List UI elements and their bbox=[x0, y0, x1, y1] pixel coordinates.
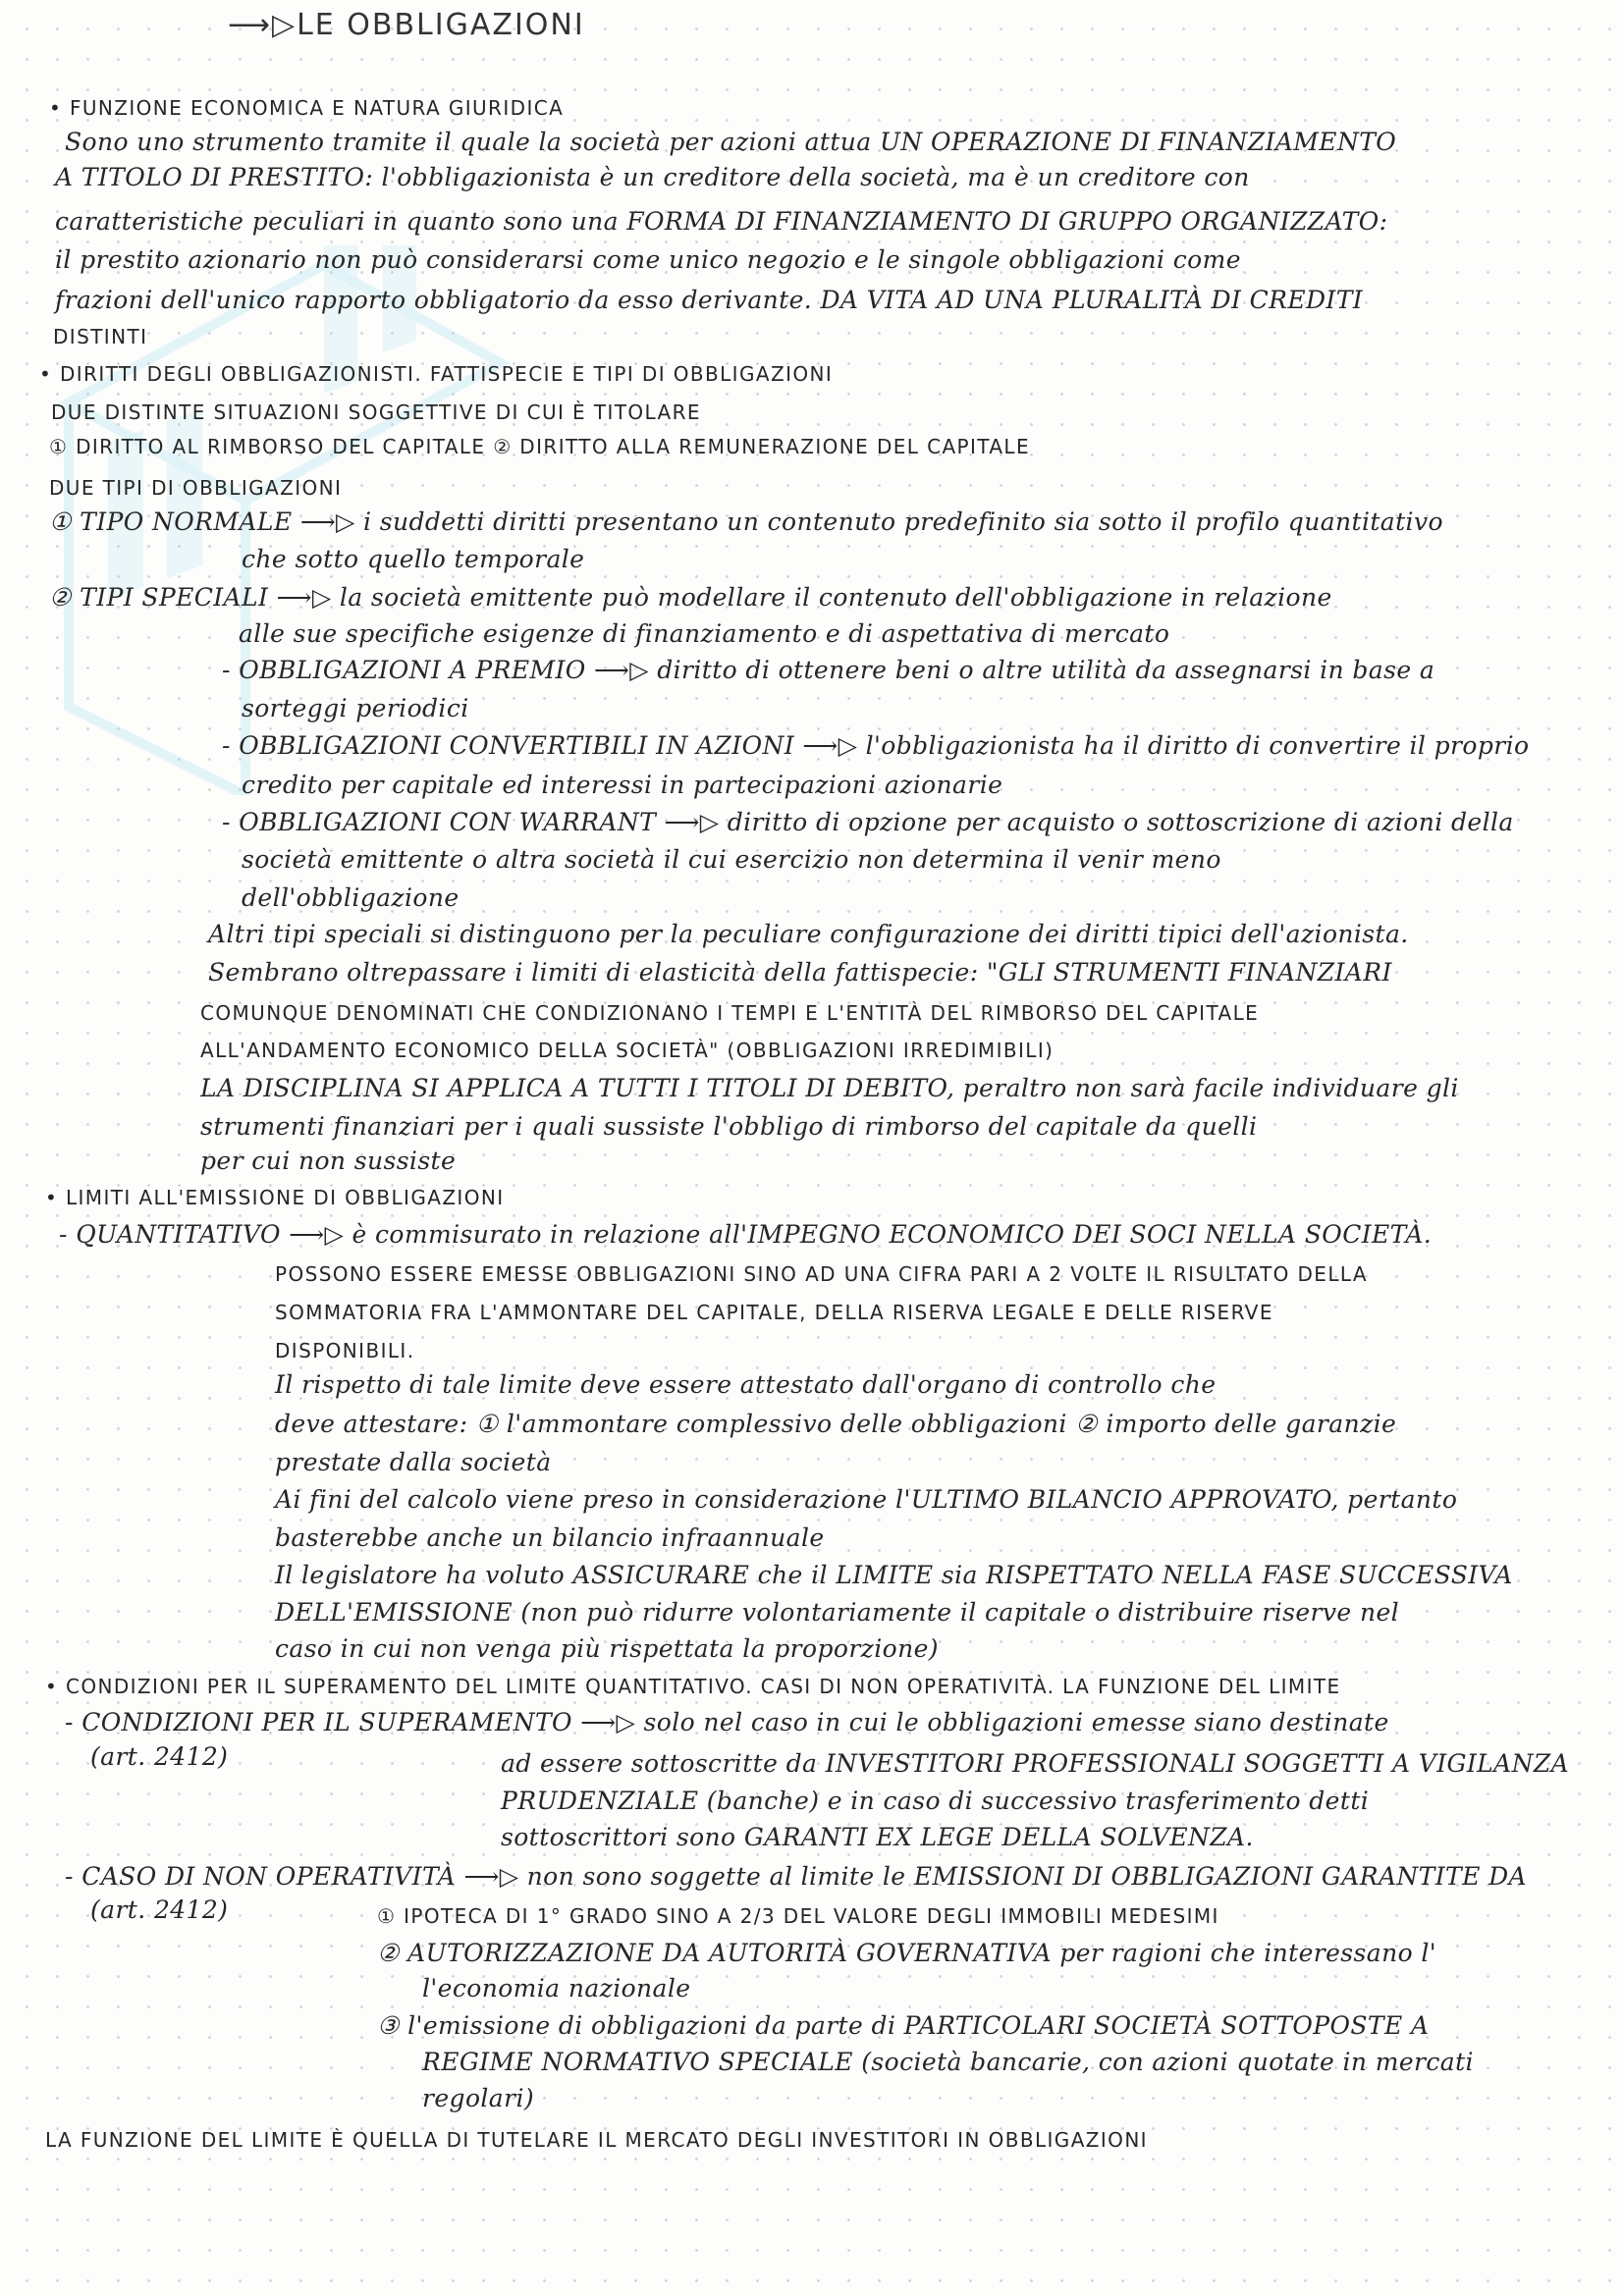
text-line: società emittente o altra società il cui esercizio non determina il venir meno bbox=[242, 845, 1221, 874]
text-line: prestate dalla società bbox=[275, 1448, 552, 1476]
text-line: - CONDIZIONI PER IL SUPERAMENTO ⟶▷ solo nel caso in cui le obbligazioni emesse siano destinate bbox=[65, 1708, 1389, 1736]
text-line: POSSONO ESSERE EMESSE OBBLIGAZIONI SINO AD UNA CIFRA PARI A 2 VOLTE IL RISULTATO DELLA bbox=[275, 1262, 1368, 1286]
text-line: DUE TIPI DI OBBLIGAZIONI bbox=[49, 476, 343, 500]
text-line: SOMMATORIA FRA L'AMMONTARE DEL CAPITALE, DELLA RISERVA LEGALE E DELLE RISERVE bbox=[275, 1301, 1273, 1324]
text-line: il prestito azionario non può considerarsi come unico negozio e le singole obbligazioni come bbox=[55, 245, 1241, 274]
text-line: Altri tipi speciali si distinguono per la peculiare configurazione dei diritti tipici dell'azionista. bbox=[208, 920, 1409, 948]
text-line: ① IPOTECA DI 1° GRADO SINO A 2/3 DEL VALORE DEGLI IMMOBILI MEDESIMI bbox=[377, 1904, 1219, 1928]
text-line: caratteristiche peculiari in quanto sono una FORMA DI FINANZIAMENTO DI GRUPPO ORGANIZZATO: bbox=[55, 207, 1388, 236]
text-line: Il rispetto di tale limite deve essere attestato dall'organo di controllo che bbox=[275, 1370, 1217, 1399]
text-line: COMUNQUE DENOMINATI CHE CONDIZIONANO I TEMPI E L'ENTITÀ DEL RIMBORSO DEL CAPITALE bbox=[200, 1001, 1260, 1025]
text-line: - OBBLIGAZIONI A PREMIO ⟶▷ diritto di ottenere beni o altre utilità da assegnarsi in base a bbox=[222, 656, 1435, 684]
text-line: regolari) bbox=[422, 2084, 535, 2112]
text-line: che sotto quello temporale bbox=[242, 545, 585, 573]
section-heading-limiti: • LIMITI ALL'EMISSIONE DI OBBLIGAZIONI bbox=[45, 1186, 505, 1209]
text-line: ② TIPI SPECIALI ⟶▷ la società emittente può modellare il contenuto dell'obbligazione in relazione bbox=[49, 583, 1332, 612]
text-line: - QUANTITATIVO ⟶▷ è commisurato in relazione all'IMPEGNO ECONOMICO DEI SOCI NELLA SOCIETÀ. bbox=[59, 1220, 1433, 1249]
section-heading-diritti: • DIRITTI DEGLI OBBLIGAZIONISTI. FATTISPECIE E TIPI DI OBBLIGAZIONI bbox=[39, 362, 834, 386]
text-line: sottoscrittori sono GARANTI EX LEGE DELLA SOLVENZA. bbox=[501, 1823, 1254, 1851]
section-heading-funzione: • FUNZIONE ECONOMICA E NATURA GIURIDICA bbox=[49, 96, 565, 120]
text-line: (art. 2412) bbox=[90, 1742, 229, 1771]
page-title: ⟶▷LE OBBLIGAZIONI bbox=[228, 8, 585, 42]
text-line: REGIME NORMATIVO SPECIALE (società bancarie, con azioni quotate in mercati bbox=[422, 2048, 1474, 2076]
text-line: ① DIRITTO AL RIMBORSO DEL CAPITALE ② DIRITTO ALLA REMUNERAZIONE DEL CAPITALE bbox=[49, 435, 1031, 458]
text-line: Sembrano oltrepassare i limiti di elasticità della fattispecie: "GLI STRUMENTI FINANZIARI bbox=[208, 958, 1392, 987]
text-line: Sono uno strumento tramite il quale la società per azioni attua UN OPERAZIONE DI FINANZIAMENTO bbox=[65, 128, 1397, 156]
text-line: - CASO DI NON OPERATIVITÀ ⟶▷ non sono soggette al limite le EMISSIONI DI OBBLIGAZIONI GARANTITE DA bbox=[65, 1862, 1527, 1891]
text-line: caso in cui non venga più rispettata la proporzione) bbox=[275, 1634, 939, 1663]
text-line: ① TIPO NORMALE ⟶▷ i suddetti diritti presentano un contenuto predefinito sia sotto il profilo quantitativo bbox=[49, 507, 1443, 536]
text-line: l'economia nazionale bbox=[422, 1974, 691, 2002]
text-line: DELL'EMISSIONE (non può ridurre volontariamente il capitale o distribuire riserve nel bbox=[275, 1598, 1400, 1627]
text-line: DUE DISTINTE SITUAZIONI SOGGETTIVE DI CUI È TITOLARE bbox=[51, 400, 701, 424]
text-line: per cui non sussiste bbox=[200, 1147, 457, 1175]
text-line: frazioni dell'unico rapporto obbligatorio da esso derivante. DA VITA AD UNA PLURALITÀ DI CREDITI bbox=[55, 286, 1364, 314]
text-line: DISPONIBILI. bbox=[275, 1339, 415, 1362]
text-line: alle sue specifiche esigenze di finanziamento e di aspettativa di mercato bbox=[239, 619, 1170, 648]
text-line: ad essere sottoscritte da INVESTITORI PROFESSIONALI SOGGETTI A VIGILANZA bbox=[501, 1749, 1570, 1778]
text-line: basterebbe anche un bilancio infraannuale bbox=[275, 1523, 825, 1552]
text-line: - OBBLIGAZIONI CON WARRANT ⟶▷ diritto di opzione per acquisto o sottoscrizione di azioni della bbox=[222, 808, 1514, 836]
section-heading-condizioni: • CONDIZIONI PER IL SUPERAMENTO DEL LIMITE QUANTITATIVO. CASI DI NON OPERATIVITÀ. LA FUNZIONE DEL LIMITE bbox=[45, 1675, 1341, 1698]
text-line: PRUDENZIALE (banche) e in caso di successivo trasferimento detti bbox=[501, 1787, 1370, 1815]
text-line: ② AUTORIZZAZIONE DA AUTORITÀ GOVERNATIVA per ragioni che interessano l' bbox=[377, 1939, 1437, 1967]
text-line: Il legislatore ha voluto ASSICURARE che il LIMITE sia RISPETTATO NELLA FASE SUCCESSIVA bbox=[275, 1561, 1513, 1589]
text-line: LA DISCIPLINA SI APPLICA A TUTTI I TITOLI DI DEBITO, peraltro non sarà facile individuare gli bbox=[200, 1074, 1459, 1102]
text-line: credito per capitale ed interessi in partecipazioni azionarie bbox=[242, 771, 1003, 799]
text-line: sorteggi periodici bbox=[242, 694, 469, 722]
text-line: ALL'ANDAMENTO ECONOMICO DELLA SOCIETÀ" (OBBLIGAZIONI IRREDIMIBILI) bbox=[200, 1039, 1055, 1062]
text-line: (art. 2412) bbox=[90, 1896, 229, 1924]
text-line: deve attestare: ① l'ammontare complessivo delle obbligazioni ② importo delle garanzie bbox=[275, 1410, 1397, 1438]
text-line: - OBBLIGAZIONI CONVERTIBILI IN AZIONI ⟶▷ l'obbligazionista ha il diritto di convertire il proprio bbox=[222, 731, 1530, 760]
text-line: ③ l'emissione di obbligazioni da parte di PARTICOLARI SOCIETÀ SOTTOPOSTE A bbox=[377, 2011, 1430, 2040]
text-line: A TITOLO DI PRESTITO: l'obbligazionista è un creditore della società, ma è un creditore con bbox=[55, 163, 1250, 191]
closing-statement: LA FUNZIONE DEL LIMITE È QUELLA DI TUTELARE IL MERCATO DEGLI INVESTITORI IN OBBLIGAZIONI bbox=[45, 2128, 1148, 2152]
text-line: strumenti finanziari per i quali sussiste l'obbligo di rimborso del capitale da quelli bbox=[200, 1112, 1258, 1141]
text-line: Ai fini del calcolo viene preso in considerazione l'ULTIMO BILANCIO APPROVATO, pertanto bbox=[275, 1485, 1458, 1514]
text-line: dell'obbligazione bbox=[242, 883, 460, 912]
text-line: DISTINTI bbox=[53, 325, 148, 348]
